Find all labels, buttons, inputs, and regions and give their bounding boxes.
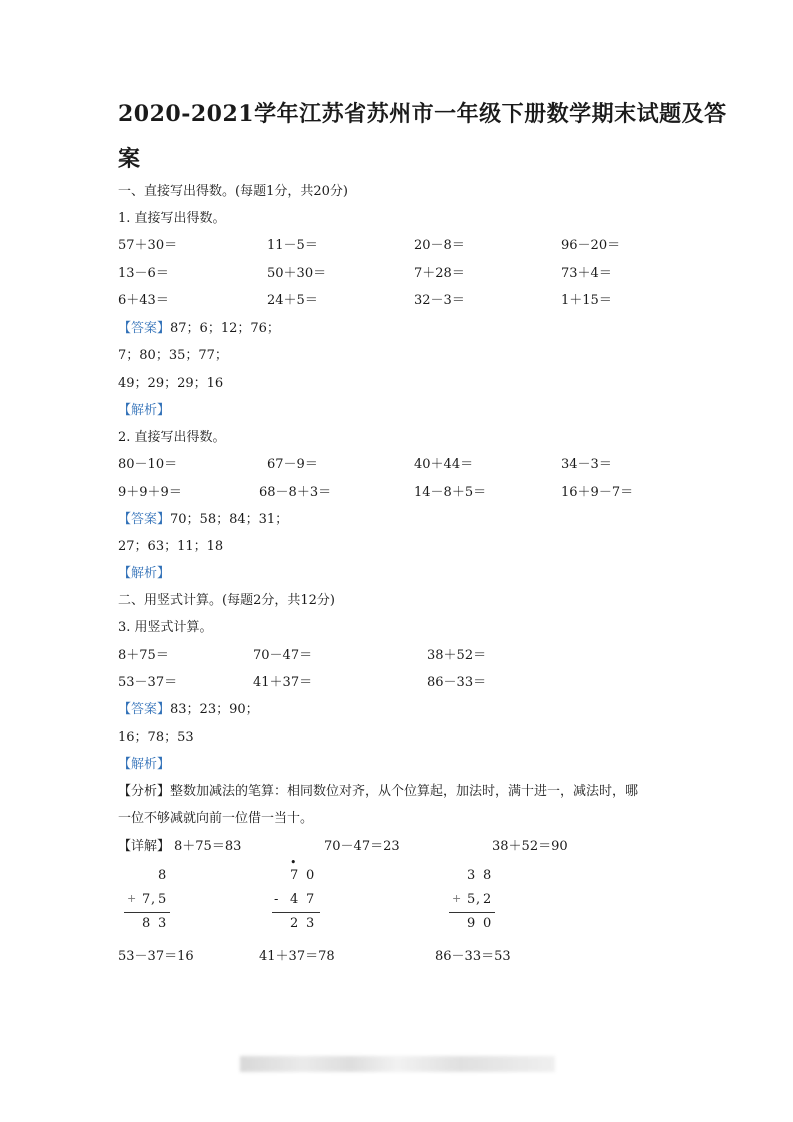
detail-eq: 70－47＝23 — [324, 839, 400, 854]
q1-expr: 24＋5＝ — [267, 293, 318, 308]
q1-expr: 20－8＝ — [414, 238, 465, 253]
carry-mark: , — [151, 892, 156, 907]
q2-expr: 40＋44＝ — [414, 457, 474, 472]
minus-sign: - — [274, 892, 279, 907]
document-title-line2: 案 — [118, 146, 141, 172]
detail-tag: 【详解】 — [118, 839, 171, 854]
answer-tag: 【答案】 — [118, 321, 171, 336]
q2-answer-line-2: 27；63；11；18 — [118, 539, 224, 554]
q3-analysis-tag: 【解析】 — [118, 757, 171, 772]
document-title-line1: 2020-2021学年江苏省苏州市一年级下册数学期末试题及答 — [118, 101, 727, 127]
digit: 3 — [158, 916, 167, 931]
q3-expr: 86－33＝ — [427, 675, 487, 690]
q1-answer-line-1 — [118, 317, 280, 336]
detail-eq: 53－37＝16 — [118, 949, 194, 964]
digit: 4 — [290, 892, 299, 907]
q3-expr: 41＋37＝ — [253, 675, 313, 690]
question-1-label: 1. 直接写出得数。 — [118, 211, 226, 226]
digit: 0 — [306, 868, 315, 883]
answer-text: 87；6；12；76； — [170, 321, 280, 336]
q1-expr: 13－6＝ — [118, 266, 169, 281]
digit: 7 — [290, 868, 299, 883]
digit: 8 — [483, 868, 492, 883]
vertical-calc-1 — [118, 862, 178, 937]
result-line — [124, 912, 170, 913]
digit: 5 — [158, 892, 167, 907]
q2-analysis-tag: 【解析】 — [118, 566, 171, 581]
q1-expr: 11－5＝ — [267, 238, 318, 253]
digit: 7 — [306, 892, 315, 907]
q2-expr: 34－3＝ — [561, 457, 612, 472]
question-2-label: 2. 直接写出得数。 — [118, 430, 226, 445]
detail-eq: 8＋75＝83 — [174, 839, 242, 854]
q3-expr: 8＋75＝ — [118, 648, 169, 663]
detail-eq: 41＋37＝78 — [259, 949, 335, 964]
digit: 9 — [467, 916, 476, 931]
detail-eq: 86－33＝53 — [435, 949, 511, 964]
carry-mark: , — [476, 892, 481, 907]
q2-expr: 68－8＋3＝ — [259, 485, 332, 500]
q3-fenxi-line-2: 一位不够减就向前一位借一当十。 — [118, 811, 314, 826]
q1-answer-line-3: 49；29；29；16 — [118, 376, 224, 391]
q3-expr: 70－47＝ — [253, 648, 313, 663]
q1-analysis-tag: 【解析】 — [118, 403, 171, 418]
answer-text: 83；23；90； — [170, 702, 259, 717]
q2-expr: 14－8＋5＝ — [414, 485, 487, 500]
question-3-label: 3. 用竖式计算。 — [118, 620, 213, 635]
q1-expr: 6＋43＝ — [118, 293, 169, 308]
q1-expr: 96－20＝ — [561, 238, 621, 253]
digit: 3 — [306, 916, 315, 931]
digit: 8 — [158, 868, 167, 883]
digit: 7 — [142, 892, 151, 907]
q3-answer-line-2: 16；78；53 — [118, 730, 194, 745]
blurred-footer-watermark — [240, 1056, 555, 1072]
borrow-dot: • — [290, 856, 297, 869]
q1-expr: 32－3＝ — [414, 293, 465, 308]
q1-expr: 73＋4＝ — [561, 266, 612, 281]
q3-expr: 38＋52＝ — [427, 648, 487, 663]
q3-expr: 53－37＝ — [118, 675, 178, 690]
digit: 3 — [467, 868, 476, 883]
plus-sign: + — [127, 892, 137, 905]
q2-expr: 80－10＝ — [118, 457, 178, 472]
digit: 2 — [290, 916, 299, 931]
q1-expr: 1＋15＝ — [561, 293, 612, 308]
answer-tag: 【答案】 — [118, 512, 171, 527]
fenxi-text: 整数加减法的笔算：相同数位对齐，从个位算起，加法时，满十进一，减法时，哪 — [170, 784, 639, 799]
q1-expr: 7＋28＝ — [414, 266, 465, 281]
q3-fenxi-line-1 — [118, 780, 638, 799]
section-heading-1: 一、直接写出得数。(每题1分，共20分) — [118, 184, 348, 199]
section-heading-2: 二、用竖式计算。(每题2分，共12分) — [118, 593, 335, 608]
q1-expr: 50＋30＝ — [267, 266, 327, 281]
vertical-calc-3 — [445, 862, 505, 937]
q1-expr: 57＋30＝ — [118, 238, 178, 253]
q2-answer-line-1 — [118, 508, 288, 527]
fenxi-tag: 【分析】 — [118, 784, 171, 799]
vertical-calc-2 — [270, 856, 330, 937]
answer-text: 70；58；84；31； — [170, 512, 289, 527]
answer-tag: 【答案】 — [118, 702, 171, 717]
q1-answer-line-2: 7；80；35；77； — [118, 348, 228, 363]
detail-eq: 38＋52＝90 — [492, 839, 568, 854]
q3-answer-line-1 — [118, 698, 259, 717]
digit: 5 — [467, 892, 476, 907]
q2-expr: 9＋9＋9＝ — [118, 485, 182, 500]
result-line — [449, 912, 495, 913]
digit: 8 — [142, 916, 151, 931]
result-line — [272, 912, 320, 913]
digit: 2 — [483, 892, 492, 907]
q2-expr: 67－9＝ — [267, 457, 318, 472]
plus-sign: + — [452, 892, 462, 905]
q2-expr: 16＋9－7＝ — [561, 485, 634, 500]
digit: 0 — [483, 916, 492, 931]
